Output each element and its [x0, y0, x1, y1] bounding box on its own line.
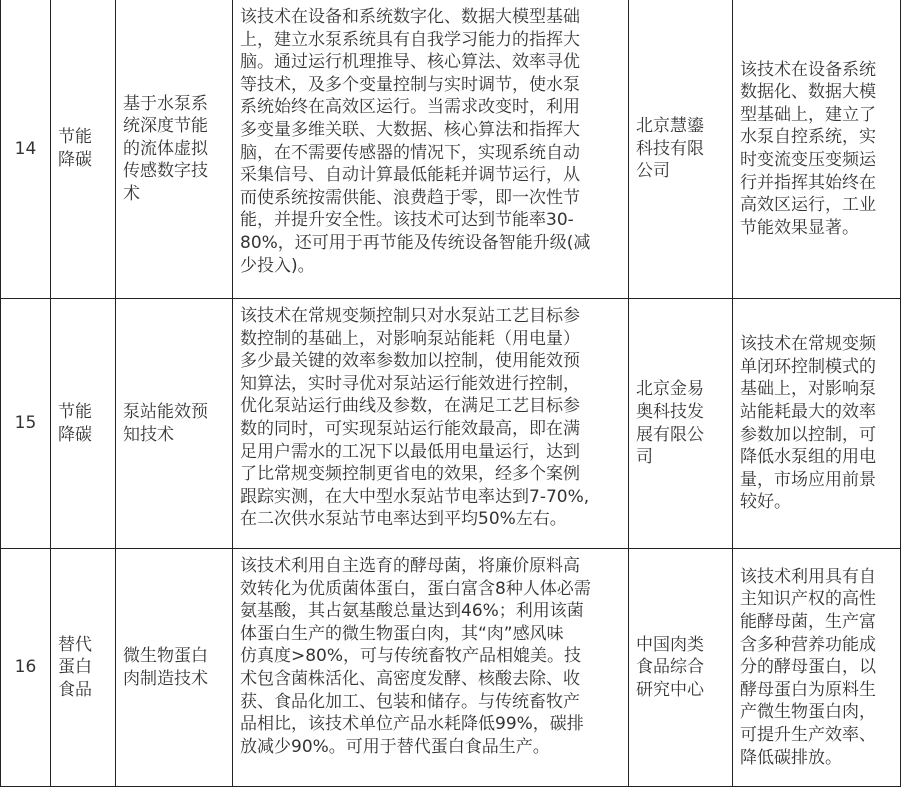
- description-cell: 该技术在常规变频控制只对水泵站工艺目标参 数控制的基础上，对影响泵站能耗（用电量） 多少最关键的效率参数加以控制，使用能效预 知算法，实时寻优对泵站运行能效进行控制， 优化泵站运行曲线及参数，在满足工艺目标参 数的同时，可实现泵站运行能效最高，即在满 足用户需水的工况下以最低用电量运行，达到 了比常规变频控制更省电的效果，经多个案例 跟踪实测，在大中型水泵站节电率达到7-70%, 在二次供水泵站节电率达到平均50%左右。: [233, 299, 629, 549]
- row-number: 14: [1, 0, 51, 299]
- technology-name-cell: 基于水泵系 统深度节能 的流体虚拟 传感数字技 术: [116, 0, 233, 299]
- table-row: [1, 299, 901, 549]
- evaluation-cell: 该技术在设备系统 数据化、数据大模 型基础上，建立了 水泵自控系统，实 时变流变压变频运 行并指挥其始终在 高效区运行，工业 节能效果显著。: [733, 0, 901, 299]
- company-cell: 北京慧鎏 科技有限 公司: [629, 0, 733, 299]
- evaluation-cell: 该技术利用具有自 主知识产权的高性 能酵母菌，生产富 含多种营养功能成 分的酵母蛋白，以 酵母蛋白为原料生 产微生物蛋白肉， 可提升生产效率、 降低碳排放。: [733, 549, 901, 787]
- row-number: 16: [1, 549, 51, 787]
- table-row: [1, 0, 901, 299]
- category-cell: 节能 降碳: [51, 0, 116, 299]
- category-cell: 替代 蛋白 食品: [51, 549, 116, 787]
- row-number: 15: [1, 299, 51, 549]
- category-cell: 节能 降碳: [51, 299, 116, 549]
- description-cell: 该技术利用自主选育的酵母菌，将廉价原料高 效转化为优质菌体蛋白，蛋白富含8种人体必需 氨基酸，其占氨基酸总量达到46%；利用该菌 体蛋白生产的微生物蛋白肉，其“肉”感风味 仿真度>80%，可与传统畜牧产品相媲美。技 术包含菌株活化、高密度发酵、核酸去除、收 获、食品化加工、包装和储存。与传统畜牧产 品相比，该技术单位产品水耗降低99%，碳排 放减少90%。可用于替代蛋白食品生产。: [233, 549, 629, 787]
- table-row: [1, 549, 901, 787]
- company-cell: 北京金易 奥科技发 展有限公 司: [629, 299, 733, 549]
- technology-name-cell: 微生物蛋白 肉制造技术: [116, 549, 233, 787]
- evaluation-cell: 该技术在常规变频 单闭环控制模式的 基础上，对影响泵 站能耗最大的效率 参数加以控制，可 降低水泵组的用电 量，市场应用前景 较好。: [733, 299, 901, 549]
- description-cell: 该技术在设备和系统数字化、数据大模型基础 上，建立水泵系统具有自我学习能力的指挥大 脑。通过运行机理推导、核心算法、效率寻优 等技术，及多个变量控制与实时调节，使水泵 系统始终在高效区运行。当需求改变时，利用 多变量多维关联、大数据、核心算法和指挥大 脑，在不需要传感器的情况下，实现系统自动 采集信号、自动计算最低能耗并调节运行，从 而使系统按需供能、浪费趋于零，即一次性节 能，并提升安全性。该技术可达到节能率30- 80%，还可用于再节能及传统设备智能升级(减 少投入)。: [233, 0, 629, 299]
- technology-name-cell: 泵站能效预 知技术: [116, 299, 233, 549]
- company-cell: 中国肉类 食品综合 研究中心: [629, 549, 733, 787]
